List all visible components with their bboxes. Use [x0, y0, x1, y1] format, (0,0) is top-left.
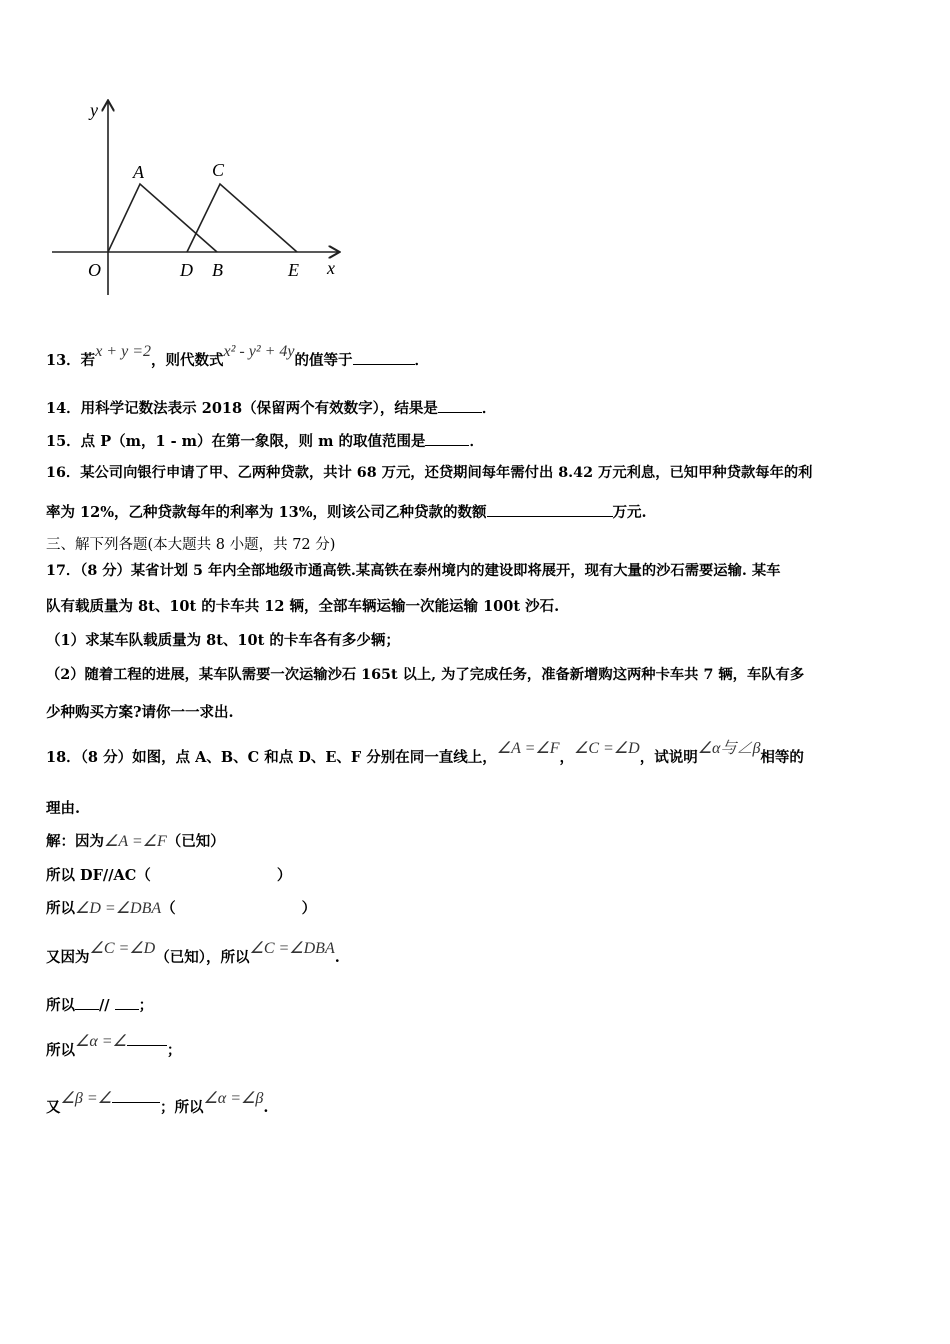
- question-15: [46, 431, 484, 451]
- s2-prefix: 所以 DF//AC（: [46, 867, 151, 884]
- solution-step-1: [46, 833, 225, 851]
- s6-prefix: 所以: [46, 1042, 75, 1059]
- axis-label-y: y: [90, 100, 98, 120]
- q13-post: 的值等于: [294, 352, 353, 369]
- s7-math: ∠β =∠: [60, 1090, 112, 1107]
- s5-parallel: //: [99, 997, 110, 1014]
- question-18-line2: 理由.: [46, 800, 81, 817]
- s4-end: .: [334, 949, 340, 966]
- point-label-c: C: [212, 160, 225, 180]
- s7-mid: ；所以: [159, 1099, 204, 1116]
- s6-math: ∠α =∠: [75, 1033, 127, 1050]
- s3-close: ）: [301, 900, 317, 917]
- q16-end: 万元.: [612, 504, 647, 521]
- question-13: [46, 343, 430, 370]
- point-label-d: D: [180, 260, 193, 280]
- s4-prefix: 又因为: [46, 949, 90, 966]
- q18-mid: ，试说明: [639, 749, 698, 766]
- question-17-part1: （1）求某车队载质量为 8t、10t 的卡车各有多少辆；: [46, 632, 400, 649]
- s7-math-2: ∠α =∠β: [203, 1090, 264, 1107]
- point-label-a: A: [133, 162, 144, 182]
- question-17-line1: 17．（8 分）某省计划 5 年内全部地级市通高铁.某高铁在泰州境内的建设即将展开，现有大量的沙石需要运输. 某车: [46, 563, 781, 579]
- solution-step-7: [46, 1090, 269, 1117]
- s3-math: ∠D =∠DBA: [75, 900, 162, 917]
- question-16-line2: [46, 502, 647, 522]
- question-16-line1: 16．某公司向银行申请了甲、乙两种贷款，共计 68 万元，还贷期间每年需付出 8.42 万元利息，已知甲种贷款每年的利: [46, 465, 813, 481]
- s2-close: ）: [276, 867, 292, 884]
- s7-end: .: [263, 1099, 269, 1116]
- triangle-dce: [187, 184, 297, 252]
- s1-math: ∠A =∠F: [104, 833, 167, 850]
- q14-answer-blank[interactable]: [438, 398, 482, 413]
- q13-equation: x + y =2: [95, 343, 151, 360]
- question-18-line1: [46, 740, 804, 767]
- q18-post: 相等的: [760, 749, 804, 766]
- q15-text: 15．点 P（m，1 - m）在第一象限，则 m 的取值范围是: [46, 433, 426, 450]
- triangle-oab: [108, 184, 217, 252]
- section-3-heading: 三、解下列各题(本大题共 8 小题，共 72 分): [46, 537, 336, 553]
- q16-answer-blank[interactable]: [487, 502, 613, 517]
- point-label-b: B: [212, 260, 223, 280]
- question-17-line2: 队有载质量为 8t、10t 的卡车共 12 辆，全部车辆运输一次能运输 100t 沙石.: [46, 598, 560, 615]
- q13-prefix: 13．若: [46, 352, 96, 369]
- point-label-o: O: [88, 260, 101, 280]
- s3-prefix: 所以: [46, 900, 75, 917]
- q16-text: 率为 12%，乙种贷款每年的利率为 13%，则该公司乙种贷款的数额: [46, 504, 487, 521]
- q18-math-alpha-beta: ∠α与∠β: [697, 740, 761, 757]
- q13-end: ．: [414, 352, 430, 369]
- question-17-part2-line1: （2）随着工程的进展，某车队需要一次运输沙石 165t 以上, 为了完成任务，准备新增购这两种卡车共 7 辆，车队有多: [46, 667, 805, 683]
- s4-mid: （已知），所以: [155, 949, 250, 966]
- s5-prefix: 所以: [46, 997, 75, 1014]
- q18-comma: ，: [559, 749, 574, 766]
- solution-step-2: [46, 867, 291, 885]
- q13-mid: ，则代数式: [150, 352, 224, 369]
- solution-step-3: [46, 900, 316, 918]
- s3-open: （: [161, 900, 176, 917]
- q13-answer-blank[interactable]: [353, 350, 415, 365]
- s6-blank[interactable]: [127, 1031, 167, 1046]
- solution-step-6: [46, 1033, 182, 1060]
- solution-step-5: [46, 995, 153, 1015]
- s5-end: ；: [138, 997, 154, 1014]
- q18-math-a-eq-f: ∠A =∠F: [496, 740, 560, 757]
- s1-prefix: 解：因为: [46, 833, 104, 850]
- q18-math-c-eq-d: ∠C =∠D: [573, 740, 640, 757]
- s1-post: （已知）: [166, 833, 225, 850]
- axis-label-x: x: [327, 258, 335, 278]
- s4-math-1: ∠C =∠D: [89, 940, 156, 957]
- solution-step-4: [46, 940, 340, 967]
- q15-answer-blank[interactable]: [425, 431, 469, 446]
- point-label-e: E: [288, 260, 299, 280]
- s6-end: ；: [166, 1042, 182, 1059]
- question-17-part2-line2: 少种购买方案?请你一一求出.: [46, 704, 234, 721]
- s7-blank[interactable]: [112, 1088, 160, 1103]
- s5-blank-2[interactable]: [115, 995, 139, 1010]
- s4-math-2: ∠C =∠DBA: [249, 940, 335, 957]
- geometry-figure: [40, 90, 360, 310]
- q15-end: ．: [469, 433, 484, 450]
- q18-prefix: 18．（8 分）如图，点 A、B、C 和点 D、E、F 分别在同一直线上，: [46, 749, 497, 766]
- s7-prefix: 又: [46, 1099, 61, 1116]
- q14-end: ．: [481, 400, 497, 417]
- q13-expression: x² - y² + 4y: [223, 343, 295, 360]
- question-14: [46, 398, 496, 418]
- s5-blank-1[interactable]: [75, 995, 99, 1010]
- q14-text: 14．用科学记数法表示 2018（保留两个有效数字），结果是: [46, 400, 438, 417]
